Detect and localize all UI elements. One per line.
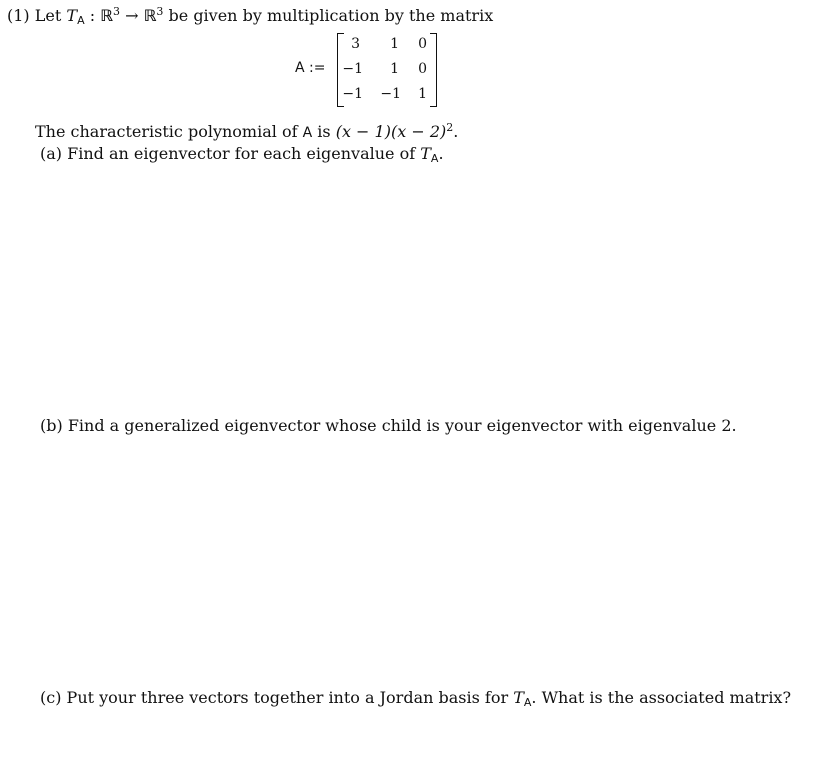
part-a-label: (a) — [40, 144, 63, 163]
char-poly-is: is — [317, 122, 331, 141]
domain-exponent: 3 — [113, 5, 120, 18]
char-poly-exponent: 2 — [446, 121, 454, 134]
domain-symbol: ℝ — [100, 6, 113, 25]
matrix-cell: −1 — [342, 61, 363, 77]
matrix-cell: −1 — [342, 86, 363, 102]
problem-statement — [7, 2, 493, 31]
char-poly-matrix-name: A — [302, 125, 313, 141]
part-a-map-symbol: T — [420, 144, 431, 163]
part-a-end: . — [438, 144, 444, 163]
intro-tail: be given by multiplication by the matrix — [168, 6, 494, 25]
char-poly-prefix: The characteristic polynomial of — [35, 122, 298, 141]
part-a-text: Find an eigenvector for each eigenvalue of — [67, 144, 416, 163]
matrix — [337, 33, 437, 105]
matrix-cell: 3 — [351, 36, 360, 52]
part-c-text: Put your three vectors together into a Jordan basis for — [66, 688, 509, 707]
map-subscript: A — [77, 14, 85, 27]
map-symbol: T — [66, 6, 78, 25]
part-b — [40, 416, 737, 436]
part-a — [40, 144, 444, 169]
part-c-map-subscript: A — [523, 696, 532, 709]
arrow: → — [125, 6, 139, 25]
part-b-text: Find a generalized eigenvector whose child is your eigenvector with eigenvalue 2. — [67, 416, 737, 435]
part-c-map-symbol: T — [513, 688, 524, 707]
char-poly-end: . — [453, 122, 459, 141]
matrix-right-bracket — [430, 33, 437, 107]
colon: : — [89, 6, 96, 25]
matrix-cell: 1 — [390, 61, 399, 77]
matrix-cell: 0 — [418, 36, 427, 52]
part-c — [40, 688, 791, 713]
part-b-label: (b) — [40, 416, 63, 435]
intro-let: Let — [34, 6, 62, 25]
matrix-label: A := — [295, 60, 326, 76]
codomain-symbol: ℝ — [143, 6, 157, 25]
char-poly-expression: (x − 1)(x − 2) — [335, 122, 447, 141]
matrix-cell: 1 — [418, 86, 427, 102]
part-c-tail: . What is the associated matrix? — [531, 688, 792, 707]
matrix-cell: 1 — [390, 36, 399, 52]
part-c-label: (c) — [40, 688, 62, 707]
matrix-cell: −1 — [380, 86, 401, 102]
char-poly-line — [35, 118, 458, 143]
codomain-exponent: 3 — [156, 5, 164, 18]
part-a-map-subscript: A — [430, 152, 439, 165]
problem-number: (1) — [7, 6, 30, 25]
matrix-cell: 0 — [418, 61, 427, 77]
